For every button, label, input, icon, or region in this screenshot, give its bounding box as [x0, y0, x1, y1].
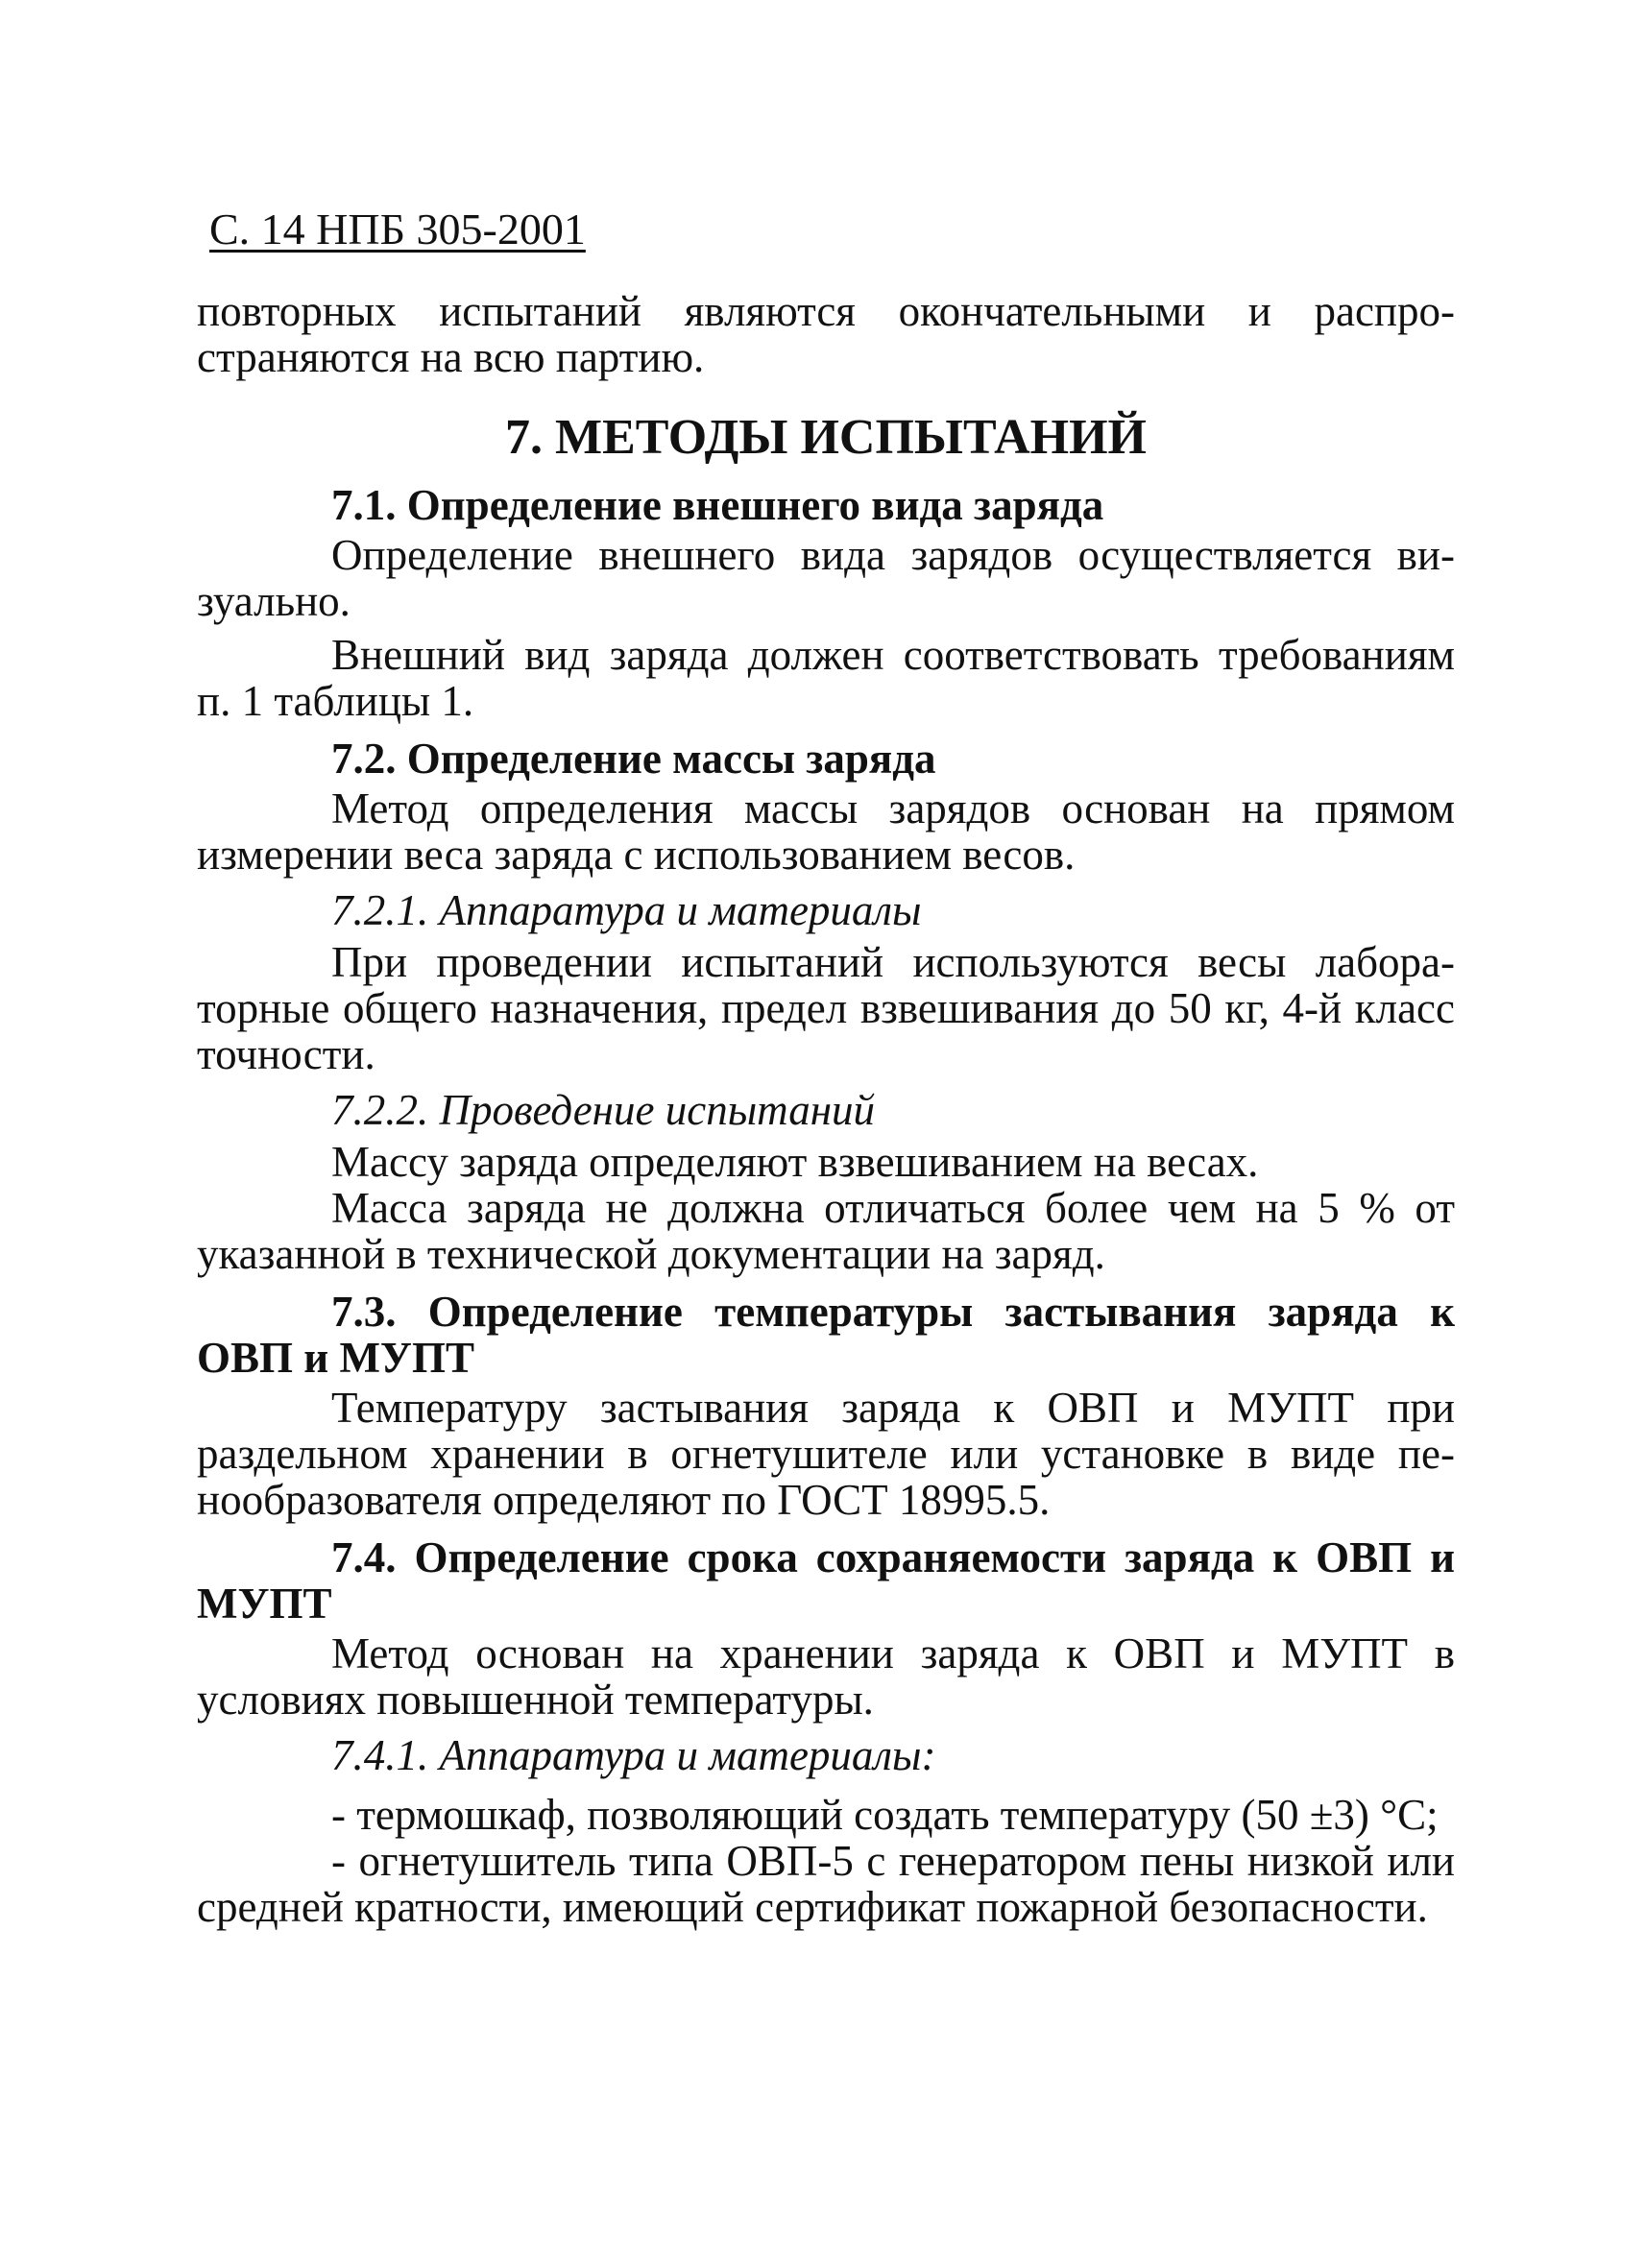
subsection-7-1-paragraph-2: Внешний вид заряда должен соответствовать требованиям п. 1 таблицы 1. — [197, 631, 1455, 725]
subsection-7-2-1-title: 7.2.1. Аппаратура и материалы — [331, 886, 922, 934]
section-title: 7. МЕТОДЫ ИСПЫТАНИЙ — [505, 410, 1147, 465]
subsection-7-3-paragraph-1: Температуру застывания заряда к ОВП и МУПТ при раздельном хранении в огнетушителе или установке в виде пенообразователя определяют по ГОСТ 18995.5. — [197, 1384, 1455, 1524]
subsection-7-1-paragraph-1: Определение внешнего вида зарядов осуществляется визуально. — [197, 531, 1455, 625]
page-content — [197, 288, 1455, 1930]
list-item-2: - огнетушитель типа ОВП-5 с генератором пены низкой или средней кратности, имеющий сертификат пожарной безопасности. — [197, 1837, 1455, 1931]
subsection-7-2-2-title: 7.2.2. Проведение испытаний — [331, 1086, 876, 1134]
subsection-7-4-title: 7.4. Определение срока сохраняемости заряда к ОВП и МУПТ — [197, 1533, 1455, 1628]
subsection-7-3-title: 7.3. Определение температуры застывания заряда к ОВП и МУПТ — [197, 1288, 1455, 1382]
list-item-1: - термошкаф, позволяющий создать температуру (50 ±3) °С; — [331, 1791, 1439, 1839]
subsection-7-2-1-paragraph-1: При проведении испытаний используются весы лабораторные общего назначения, предел взвешивания до 50 кг, 4-й класс точности. — [197, 938, 1455, 1078]
subsection-7-2-paragraph-1: Метод определения массы зарядов основан на прямом измерении веса заряда с использованием весов. — [197, 784, 1455, 879]
intro-paragraph: повторных испытаний являются окончательными и распространяются на всю партию. — [197, 287, 1455, 381]
subsection-7-2-2-paragraph-2: Масса заряда не должна отличаться более чем на 5 % от указанной в технической документации на заряд. — [197, 1184, 1455, 1278]
page-header: С. 14 НПБ 305-2001 — [209, 205, 586, 253]
subsection-7-2-2-paragraph-1: Массу заряда определяют взвешиванием на весах. — [331, 1138, 1259, 1186]
subsection-7-4-1-title: 7.4.1. Аппаратура и материалы: — [331, 1731, 936, 1779]
subsection-7-1-title: 7.1. Определение внешнего вида заряда — [331, 481, 1104, 529]
subsection-7-4-paragraph-1: Метод основан на хранении заряда к ОВП и МУПТ в условиях повышенной температуры. — [197, 1629, 1455, 1724]
subsection-7-2-title: 7.2. Определение массы заряда — [331, 735, 936, 783]
